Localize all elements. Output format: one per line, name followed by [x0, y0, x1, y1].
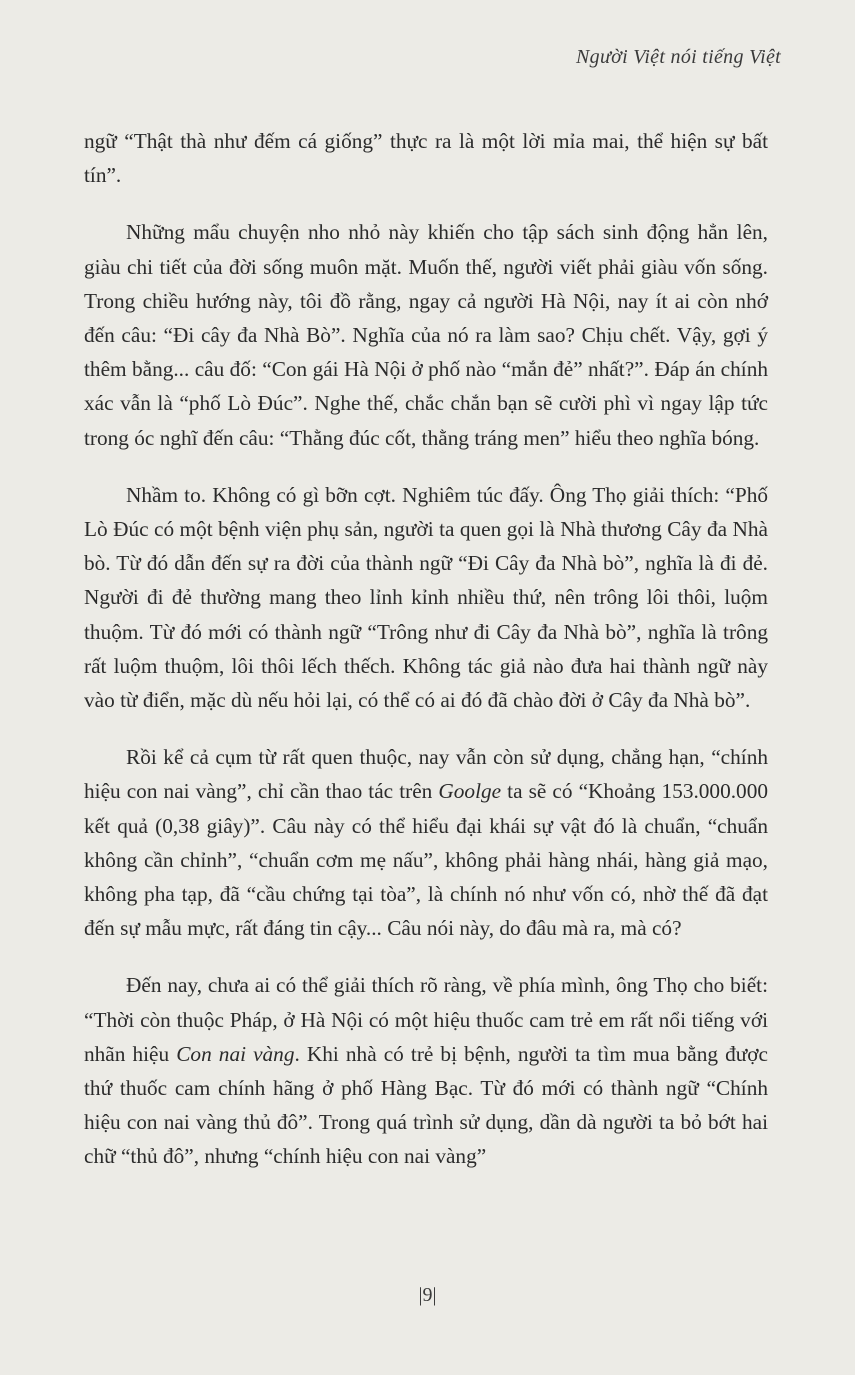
paragraph: [84, 740, 768, 945]
italic-term: Goolge: [438, 779, 502, 804]
paragraph-text: Nhầm to. Không có gì bỡn cợt. Nghiêm túc đấy. Ông Thọ giải thích: “Phố Lò Đúc có một bệnh viện phụ sản, người ta quen gọi là Nhà thương Cây đa Nhà bò. Từ đó dẫn đến sự ra đời của thành ngữ “Đi Cây đa Nhà bò”, nghĩa là đi đẻ. Người đi đẻ thường mang theo lỉnh kỉnh nhiều thứ, nên trông lôi thôi, luộm thuộm. Từ đó mới có thành ngữ “Trông như đi Cây đa Nhà bò”, nghĩa là trông rất luộm thuộm, lôi thôi lếch thếch. Không tác giả nào đưa hai thành ngữ này vào từ điển, mặc dù nếu hỏi lại, có thể có ai đó đã chào đời ở Cây đa Nhà bò”.: [84, 482, 768, 713]
page-number: |9|: [418, 1284, 437, 1306]
italic-term: Con nai vàng: [176, 1041, 295, 1066]
paragraph-text: Rồi kể cả cụm từ rất quen thuộc, nay vẫn còn sử dụng, chẳng hạn, “chính hiệu con nai vàng”, chỉ cần thao tác trên: [84, 745, 768, 804]
paragraph-text: Đến nay, chưa ai có thể giải thích rõ ràng, về phía mình, ông Thọ cho biết: “Thời còn thuộc Pháp, ở Hà Nội có một hiệu thuốc cam trẻ em rất nổi tiếng với nhãn hiệu: [84, 973, 768, 1066]
paragraph: [84, 124, 768, 192]
running-header: Người Việt nói tiếng Việt: [576, 46, 781, 68]
body-text: [84, 124, 768, 1174]
paragraph: [84, 215, 768, 454]
paragraph: [84, 968, 768, 1173]
paragraph-text: ta sẽ có “Khoảng 153.000.000 kết quả (0,38 giây)”. Câu này có thể hiểu đại khái sự vật đó là chuẩn, “chuẩn không cần chỉnh”, “chuẩn cơm mẹ nấu”, không phải hàng nhái, hàng giả mạo, không pha tạp, đã “cầu chứng tại tòa”, là chính nó như vốn có, nhờ thế đã đạt đến sự mẫu mực, rất đáng tin cậy... Câu nói này, do đâu mà ra, mà có?: [84, 779, 768, 941]
paragraph-text: . Khi nhà có trẻ bị bệnh, người ta tìm mua bằng được thứ thuốc cam chính hãng ở phố Hàng Bạc. Từ đó mới có thành ngữ “Chính hiệu con nai vàng thủ đô”. Trong quá trình sử dụng, dần dà người ta bỏ bớt hai chữ “thủ đô”, nhưng “chính hiệu con nai vàng”: [84, 1041, 768, 1169]
paragraph-text: ngữ “Thật thà như đếm cá giống” thực ra là một lời mỉa mai, thể hiện sự bất tín”.: [84, 129, 768, 188]
paragraph-text: Những mẩu chuyện nho nhỏ này khiến cho tập sách sinh động hẳn lên, giàu chi tiết của đời sống muôn mặt. Muốn thế, người viết phải giàu vốn sống. Trong chiều hướng này, tôi đồ rằng, ngay cả người Hà Nội, nay ít ai còn nhớ đến câu: “Đi cây đa Nhà Bò”. Nghĩa của nó ra làm sao? Chịu chết. Vậy, gợi ý thêm bằng... câu đố: “Con gái Hà Nội ở phố nào “mắn đẻ” nhất?”. Đáp án chính xác vẫn là “phố Lò Đúc”. Nghe thế, chắc chắn bạn sẽ cười phì vì ngay lập tức trong óc nghĩ đến câu: “Thằng đúc cốt, thằng tráng men” hiểu theo nghĩa bóng.: [84, 220, 768, 450]
paragraph: [84, 478, 768, 717]
